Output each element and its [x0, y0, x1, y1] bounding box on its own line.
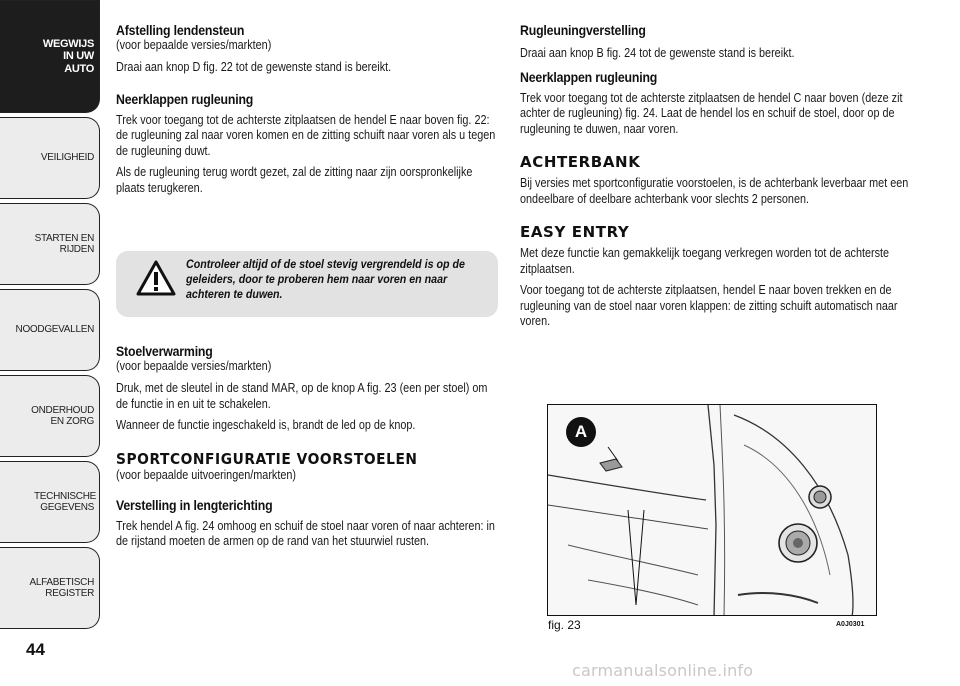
warning-triangle-icon	[134, 257, 178, 301]
heading-neerklappen-links: Neerklappen rugleuning	[116, 90, 254, 107]
tab-wegwijs-in-uw-auto[interactable]: WEGWIJS IN UW AUTO	[0, 0, 100, 113]
left-column-lower	[116, 343, 502, 550]
tab-alfabetisch-register[interactable]: ALFABETISCH REGISTER	[0, 547, 100, 629]
subtitle-stoelverwarming: (voor bepaalde versies/markten)	[116, 359, 272, 373]
tab-noodgevallen[interactable]: NOODGEVALLEN	[0, 289, 100, 371]
subtitle-lendensteun: (voor bepaalde versies/markten)	[116, 38, 272, 52]
heading-easy-entry: EASY ENTRY	[520, 223, 630, 241]
para-stoelverwarming-1: Druk, met de sleutel in de stand MAR, op de knop A fig. 23 (een per stoel) om de functie in en uit te schakelen.	[116, 381, 488, 411]
para-easy-entry-2: Voor toegang tot de achterste zitplaatsen, hendel E naar boven trekken en de rugleuning van de stoel naar voren klappen: de zitting schuift automatisch naar voren.	[520, 283, 898, 328]
heading-lendensteun: Afstelling lendensteun	[116, 22, 245, 38]
heading-neerklappen-rechts: Neerklappen rugleuning	[520, 68, 658, 85]
figure-seat-illustration	[547, 404, 877, 616]
para-lengterichting: Trek hendel A fig. 24 omhoog en schuif de stoel naar voren of naar achteren: in de rijstand moeten de armen op de rand van het stuurwiel rusten.	[116, 518, 495, 548]
para-easy-entry-1: Met deze functie kan gemakkelijk toegang verkregen worden tot de achterste zitplaatsen.	[520, 246, 890, 276]
para-rugleuningverstelling: Draai aan knop B fig. 24 tot de gewenste stand is bereikt.	[520, 46, 795, 60]
heading-stoelverwarming: Stoelverwarming	[116, 343, 213, 359]
figure-caption: fig. 23	[548, 618, 581, 632]
para-neerklappen-rechts: Trek voor toegang tot de achterste zitplaatsen de hendel C naar boven (deze zit achter de rugleuning) fig. 24. Laat de hendel los en schuif de stoel, door op de rugleuning te duwen, naar voren.	[520, 90, 903, 136]
seat-drawing	[548, 405, 877, 616]
heading-achterbank: ACHTERBANK	[520, 153, 641, 171]
tab-technische-gegevens[interactable]: TECHNISCHE GEGEVENS	[0, 461, 100, 543]
para-lendensteun: Draai aan knop D fig. 22 tot de gewenste stand is bereikt.	[116, 60, 392, 74]
para-stoelverwarming-2: Wanneer de functie ingeschakeld is, brandt de led op de knop.	[116, 418, 416, 432]
right-column	[520, 22, 915, 330]
watermark[interactable]: carmanualsonline.info	[572, 661, 754, 680]
figure-code: A0J0301	[836, 621, 865, 628]
tab-starten-en-rijden[interactable]: STARTEN EN RIJDEN	[0, 203, 100, 285]
warning-text: Controleer altijd of de stoel stevig vergrendeld is op de geleiders, door te proberen hem naar voren en naar achteren te duwen.	[186, 257, 465, 301]
para-achterbank: Bij versies met sportconfiguratie voorstoelen, is de achterbank leverbaar met een ondeelbare of deelbare achterbank voor slechts 2 personen.	[520, 176, 909, 206]
chapter-sidebar	[0, 0, 100, 640]
warning-box	[116, 251, 498, 317]
page-number: 44	[26, 640, 45, 659]
para-neerklappen-1: Trek voor toegang tot de achterste zitplaatsen de hendel E naar boven fig. 22: de rugleuning zal naar voren komen en de zitting schuift naar voren als u tegen de rugleuning duwt.	[116, 112, 496, 158]
tab-onderhoud-en-zorg[interactable]: ONDERHOUD EN ZORG	[0, 375, 100, 457]
tab-veiligheid[interactable]: VEILIGHEID	[0, 117, 100, 199]
callout-marker-a: A	[566, 417, 596, 447]
heading-sportconfiguratie: SPORTCONFIGURATIE VOORSTOELEN	[116, 449, 418, 468]
heading-rugleuningverstelling: Rugleuningverstelling	[520, 22, 646, 38]
heading-lengterichting: Verstelling in lengterichting	[116, 496, 273, 513]
subtitle-sportconfiguratie: (voor bepaalde uitvoeringen/markten)	[116, 467, 297, 482]
para-neerklappen-2: Als de rugleuning terug wordt gezet, zal de zitting naar zijn oorspronkelijke plaats terugkeren.	[116, 165, 473, 195]
left-column	[116, 22, 502, 196]
